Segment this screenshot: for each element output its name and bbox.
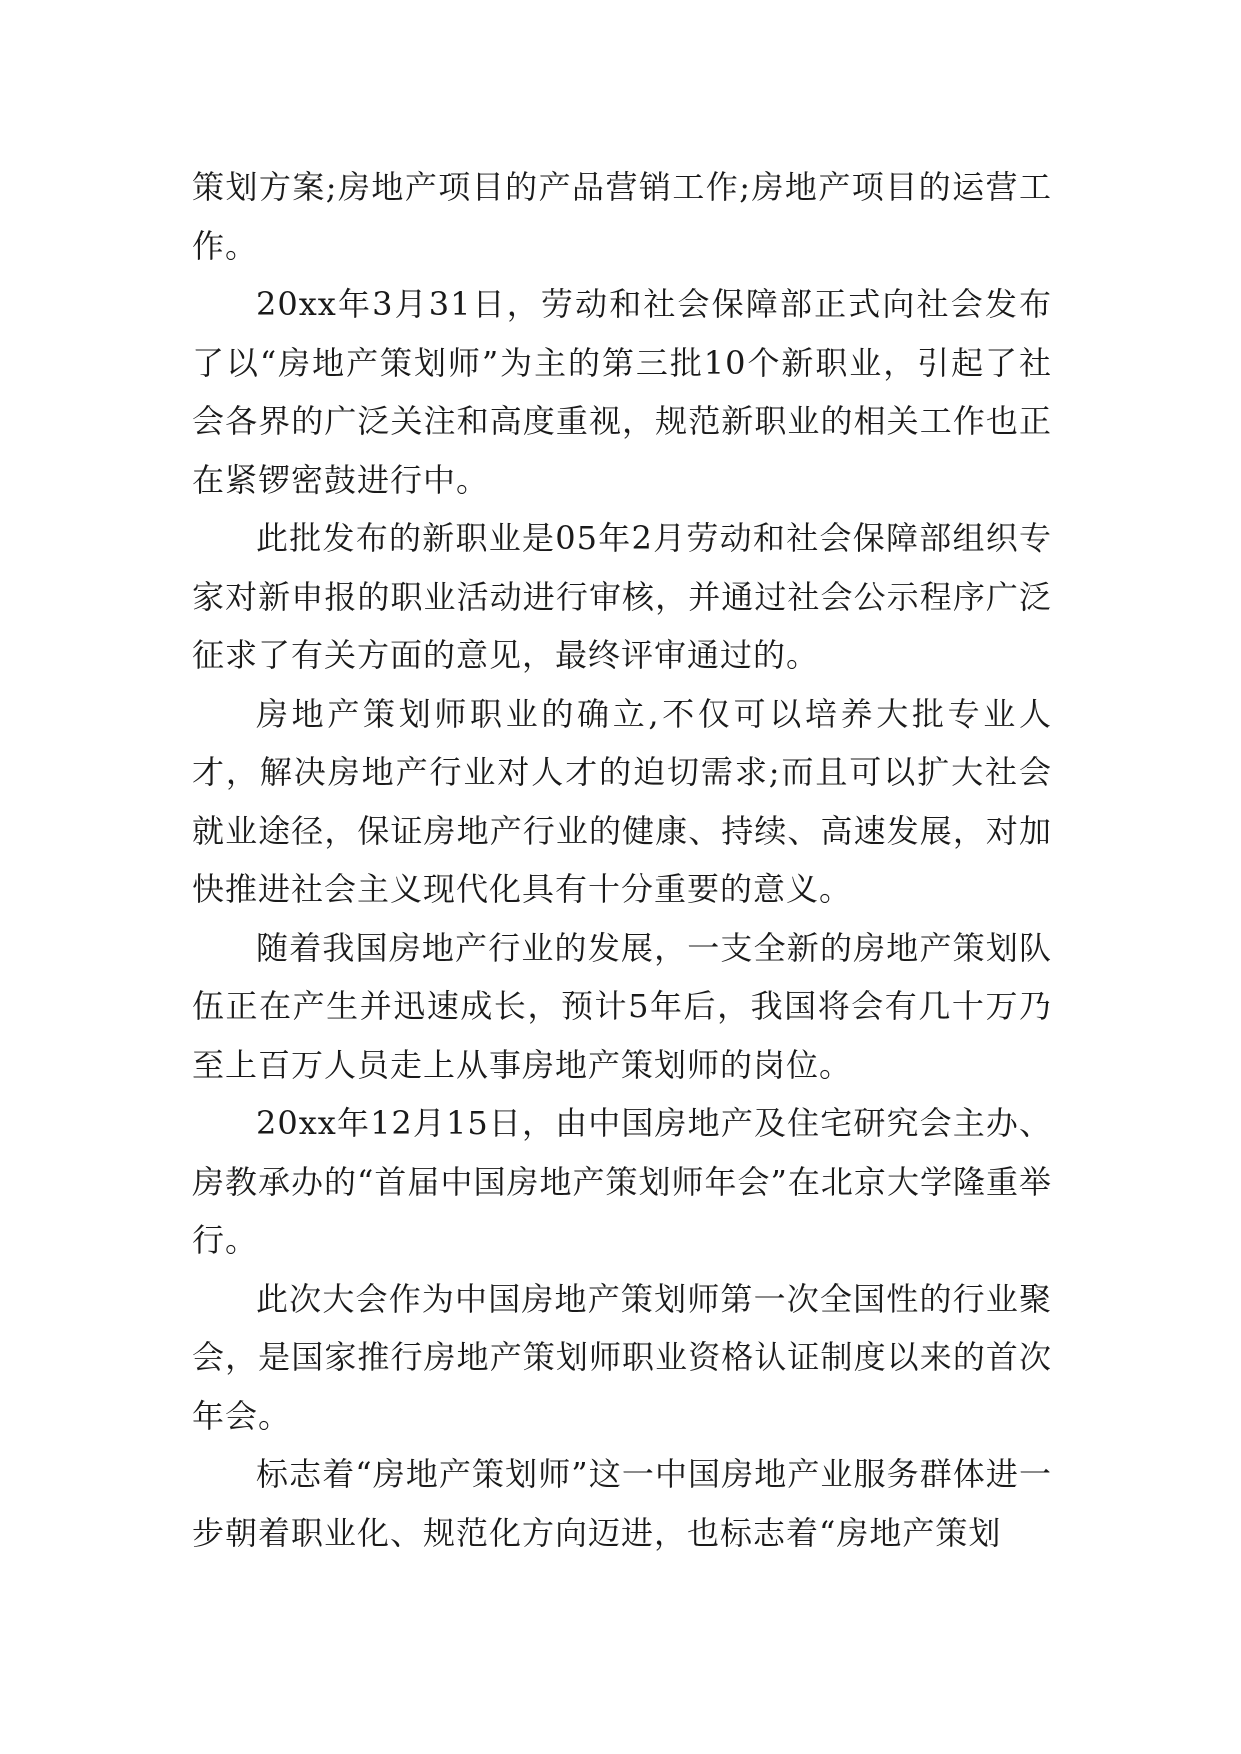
paragraph: 此批发布的新职业是05年2月劳动和社会保障部组织专家对新申报的职业活动进行审核，并通过社会公示程序广泛征求了有关方面的意见，最终评审通过的。 (192, 519, 1052, 674)
document-body (192, 158, 1052, 1562)
paragraph: 随着我国房地产行业的发展，一支全新的房地产策划队伍正在产生并迅速成长，预计5年后，我国将会有几十万乃至上百万人员走上从事房地产策划师的岗位。 (192, 928, 1052, 1084)
paragraph: 20xx年3月31日，劳动和社会保障部正式向社会发布了以“房地产策划师”为主的第三批10个新职业，引起了社会各界的广泛关注和高度重视，规范新职业的相关工作也正在紧锣密鼓进行中。 (192, 285, 1052, 499)
paragraph-continued: 策划方案;房地产项目的产品营销工作;房地产项目的运营工作。 (192, 168, 1052, 265)
paragraph: 房地产策划师职业的确立,不仅可以培养大批专业人才，解决房地产行业对人才的迫切需求;而且可以扩大社会就业途径，保证房地产行业的健康、持续、高速发展，对加快推进社会主义现代化具有十分重要的意义。 (192, 694, 1052, 908)
paragraph: 标志着“房地产策划师”这一中国房地产业服务群体进一步朝着职业化、规范化方向迈进，也标志着“房地产策划 (192, 1455, 1052, 1552)
paragraph: 此次大会作为中国房地产策划师第一次全国性的行业聚会，是国家推行房地产策划师职业资格认证制度以来的首次年会。 (192, 1279, 1052, 1435)
paragraph: 20xx年12月15日，由中国房地产及住宅研究会主办、房教承办的“首届中国房地产策划师年会”在北京大学隆重举行。 (192, 1104, 1052, 1259)
